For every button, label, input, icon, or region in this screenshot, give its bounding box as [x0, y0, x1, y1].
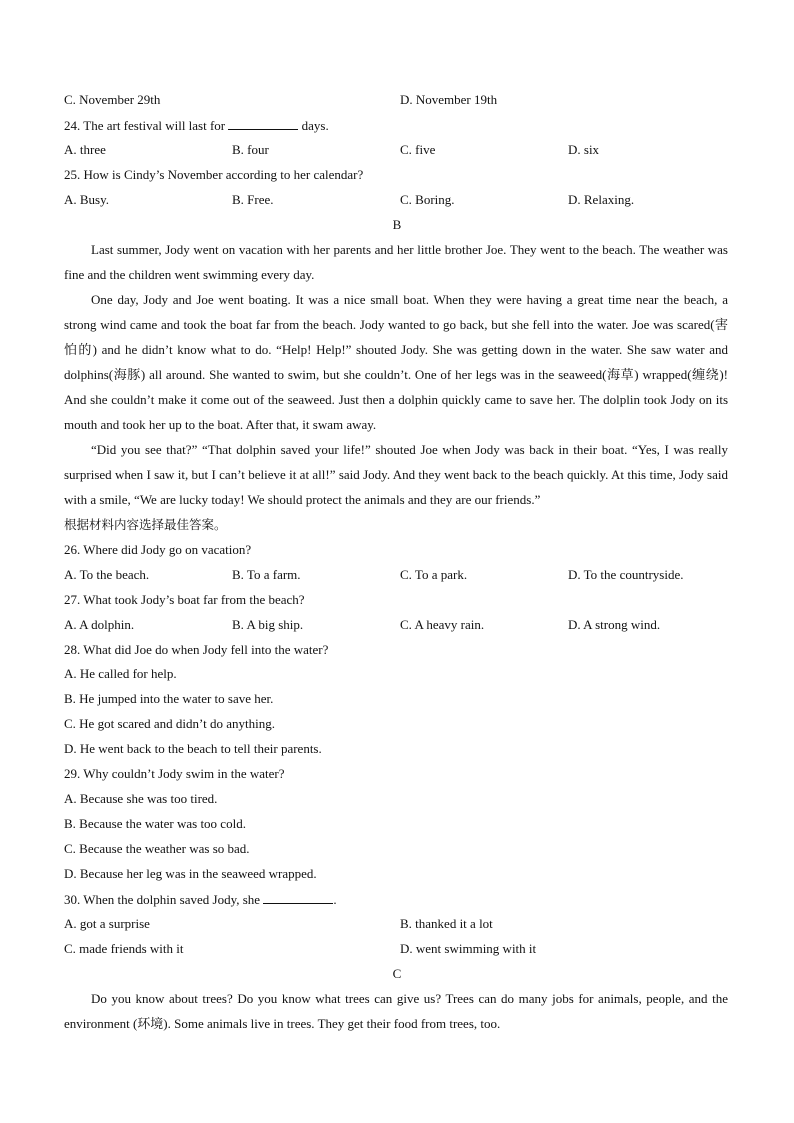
q28-option-b: B. He jumped into the water to save her. [64, 691, 274, 706]
section-b-paragraph-1 [64, 237, 728, 287]
q30-stem-pre: 30. When the dolphin saved Jody, she [64, 892, 261, 907]
q25-stem: 25. How is Cindy’s November according to her calendar? [64, 167, 364, 182]
q27-option-b: B. A big ship. [232, 617, 304, 632]
q30-stem-post: . [333, 892, 337, 907]
q25-option-a: A. Busy. [64, 192, 110, 207]
section-b-paragraph-2 [64, 287, 728, 437]
q25-option-d: D. Relaxing. [568, 192, 635, 207]
q25-option-b: B. Free. [232, 192, 274, 207]
q24-stem-post: days. [301, 118, 329, 133]
section-b-instruction: 根据材料内容选择最佳答案。 [64, 517, 227, 532]
q29-option-b: B. Because the water was too cold. [64, 816, 246, 831]
q24-option-a: A. three [64, 142, 106, 157]
section-c-paragraph-1 [64, 986, 728, 1036]
q29-stem: 29. Why couldn’t Jody swim in the water? [64, 766, 285, 781]
q30-option-d: D. went swimming with it [400, 941, 537, 956]
q28-option-a: A. He called for help. [64, 666, 177, 681]
section-b-p2-text: One day, Jody and Joe went boating. It was a nice small boat. When they were having a great time near the beach, a strong wind came and took the boat far from the beach. Jody wanted to go back, but she fell into the water. Joe was scared(害怕的) and he didn’t know what to do. “Help! Help!” shouted Jody. She was getting down in the water. She saw water and dolphins(海豚) all around. She wanted to swim, but she couldn’t. One of her legs was in the seaweed(海草) wrapped(缠绕)! And she couldn’t make it come out of the seaweed. Just then a dolphin quickly came to save her. The dolplin took Jody on its mouth and took her up to the boat. After that, it swam away. [64, 292, 728, 432]
q26-option-b: B. To a farm. [232, 567, 301, 582]
q30-option-c: C. made friends with it [64, 941, 184, 956]
q23-option-d: D. November 19th [400, 92, 498, 107]
q30-option-a: A. got a surprise [64, 916, 150, 931]
q24-option-c: C. five [400, 142, 436, 157]
q27-option-a: A. A dolphin. [64, 617, 135, 632]
q24-stem-pre: 24. The art festival will last for [64, 118, 226, 133]
section-b-p1-text: Last summer, Jody went on vacation with her parents and her little brother Joe. They went to the beach. The weather was fine and the children went swimming every day. [64, 242, 728, 282]
section-c-heading: C [392, 966, 402, 981]
section-b-paragraph-3 [64, 437, 728, 512]
q30-option-b: B. thanked it a lot [400, 916, 493, 931]
q27-option-d: D. A strong wind. [568, 617, 661, 632]
q29-option-c: C. Because the weather was so bad. [64, 841, 250, 856]
q29-option-a: A. Because she was too tired. [64, 791, 218, 806]
q30-stem [64, 891, 337, 908]
q26-option-c: C. To a park. [400, 567, 468, 582]
q29-option-d: D. Because her leg was in the seaweed wrapped. [64, 866, 317, 881]
section-c-p1-text: Do you know about trees? Do you know what trees can give us? Trees can do many jobs for animals, people, and the environment (环境). Some animals live in trees. They get their food from trees, too. [64, 991, 728, 1031]
q25-option-c: C. Boring. [400, 192, 455, 207]
q27-stem: 27. What took Jody’s boat far from the beach? [64, 592, 305, 607]
section-b-p3-text: “Did you see that?” “That dolphin saved your life!” shouted Joe when Jody was back in their boat. “Yes, I was really surprised when I saw it, but I can’t believe it at all!” said Jody. And they went back to the beach quickly. At this time, Jody said with a smile, “We are lucky today! We should protect the animals and they are our friends.” [64, 442, 728, 507]
q30-blank [263, 891, 333, 904]
q28-option-c: C. He got scared and didn’t do anything. [64, 716, 275, 731]
q28-option-d: D. He went back to the beach to tell their parents. [64, 741, 322, 756]
q26-option-d: D. To the countryside. [568, 567, 684, 582]
section-b-heading: B [392, 217, 402, 232]
q26-stem: 26. Where did Jody go on vacation? [64, 542, 252, 557]
q26-option-a: A. To the beach. [64, 567, 150, 582]
q24-option-b: B. four [232, 142, 269, 157]
q23-option-c: C. November 29th [64, 92, 161, 107]
q24-option-d: D. six [568, 142, 600, 157]
q28-stem: 28. What did Joe do when Jody fell into the water? [64, 642, 329, 657]
q27-option-c: C. A heavy rain. [400, 617, 485, 632]
q24-blank [228, 117, 298, 130]
q24-stem [64, 117, 329, 134]
